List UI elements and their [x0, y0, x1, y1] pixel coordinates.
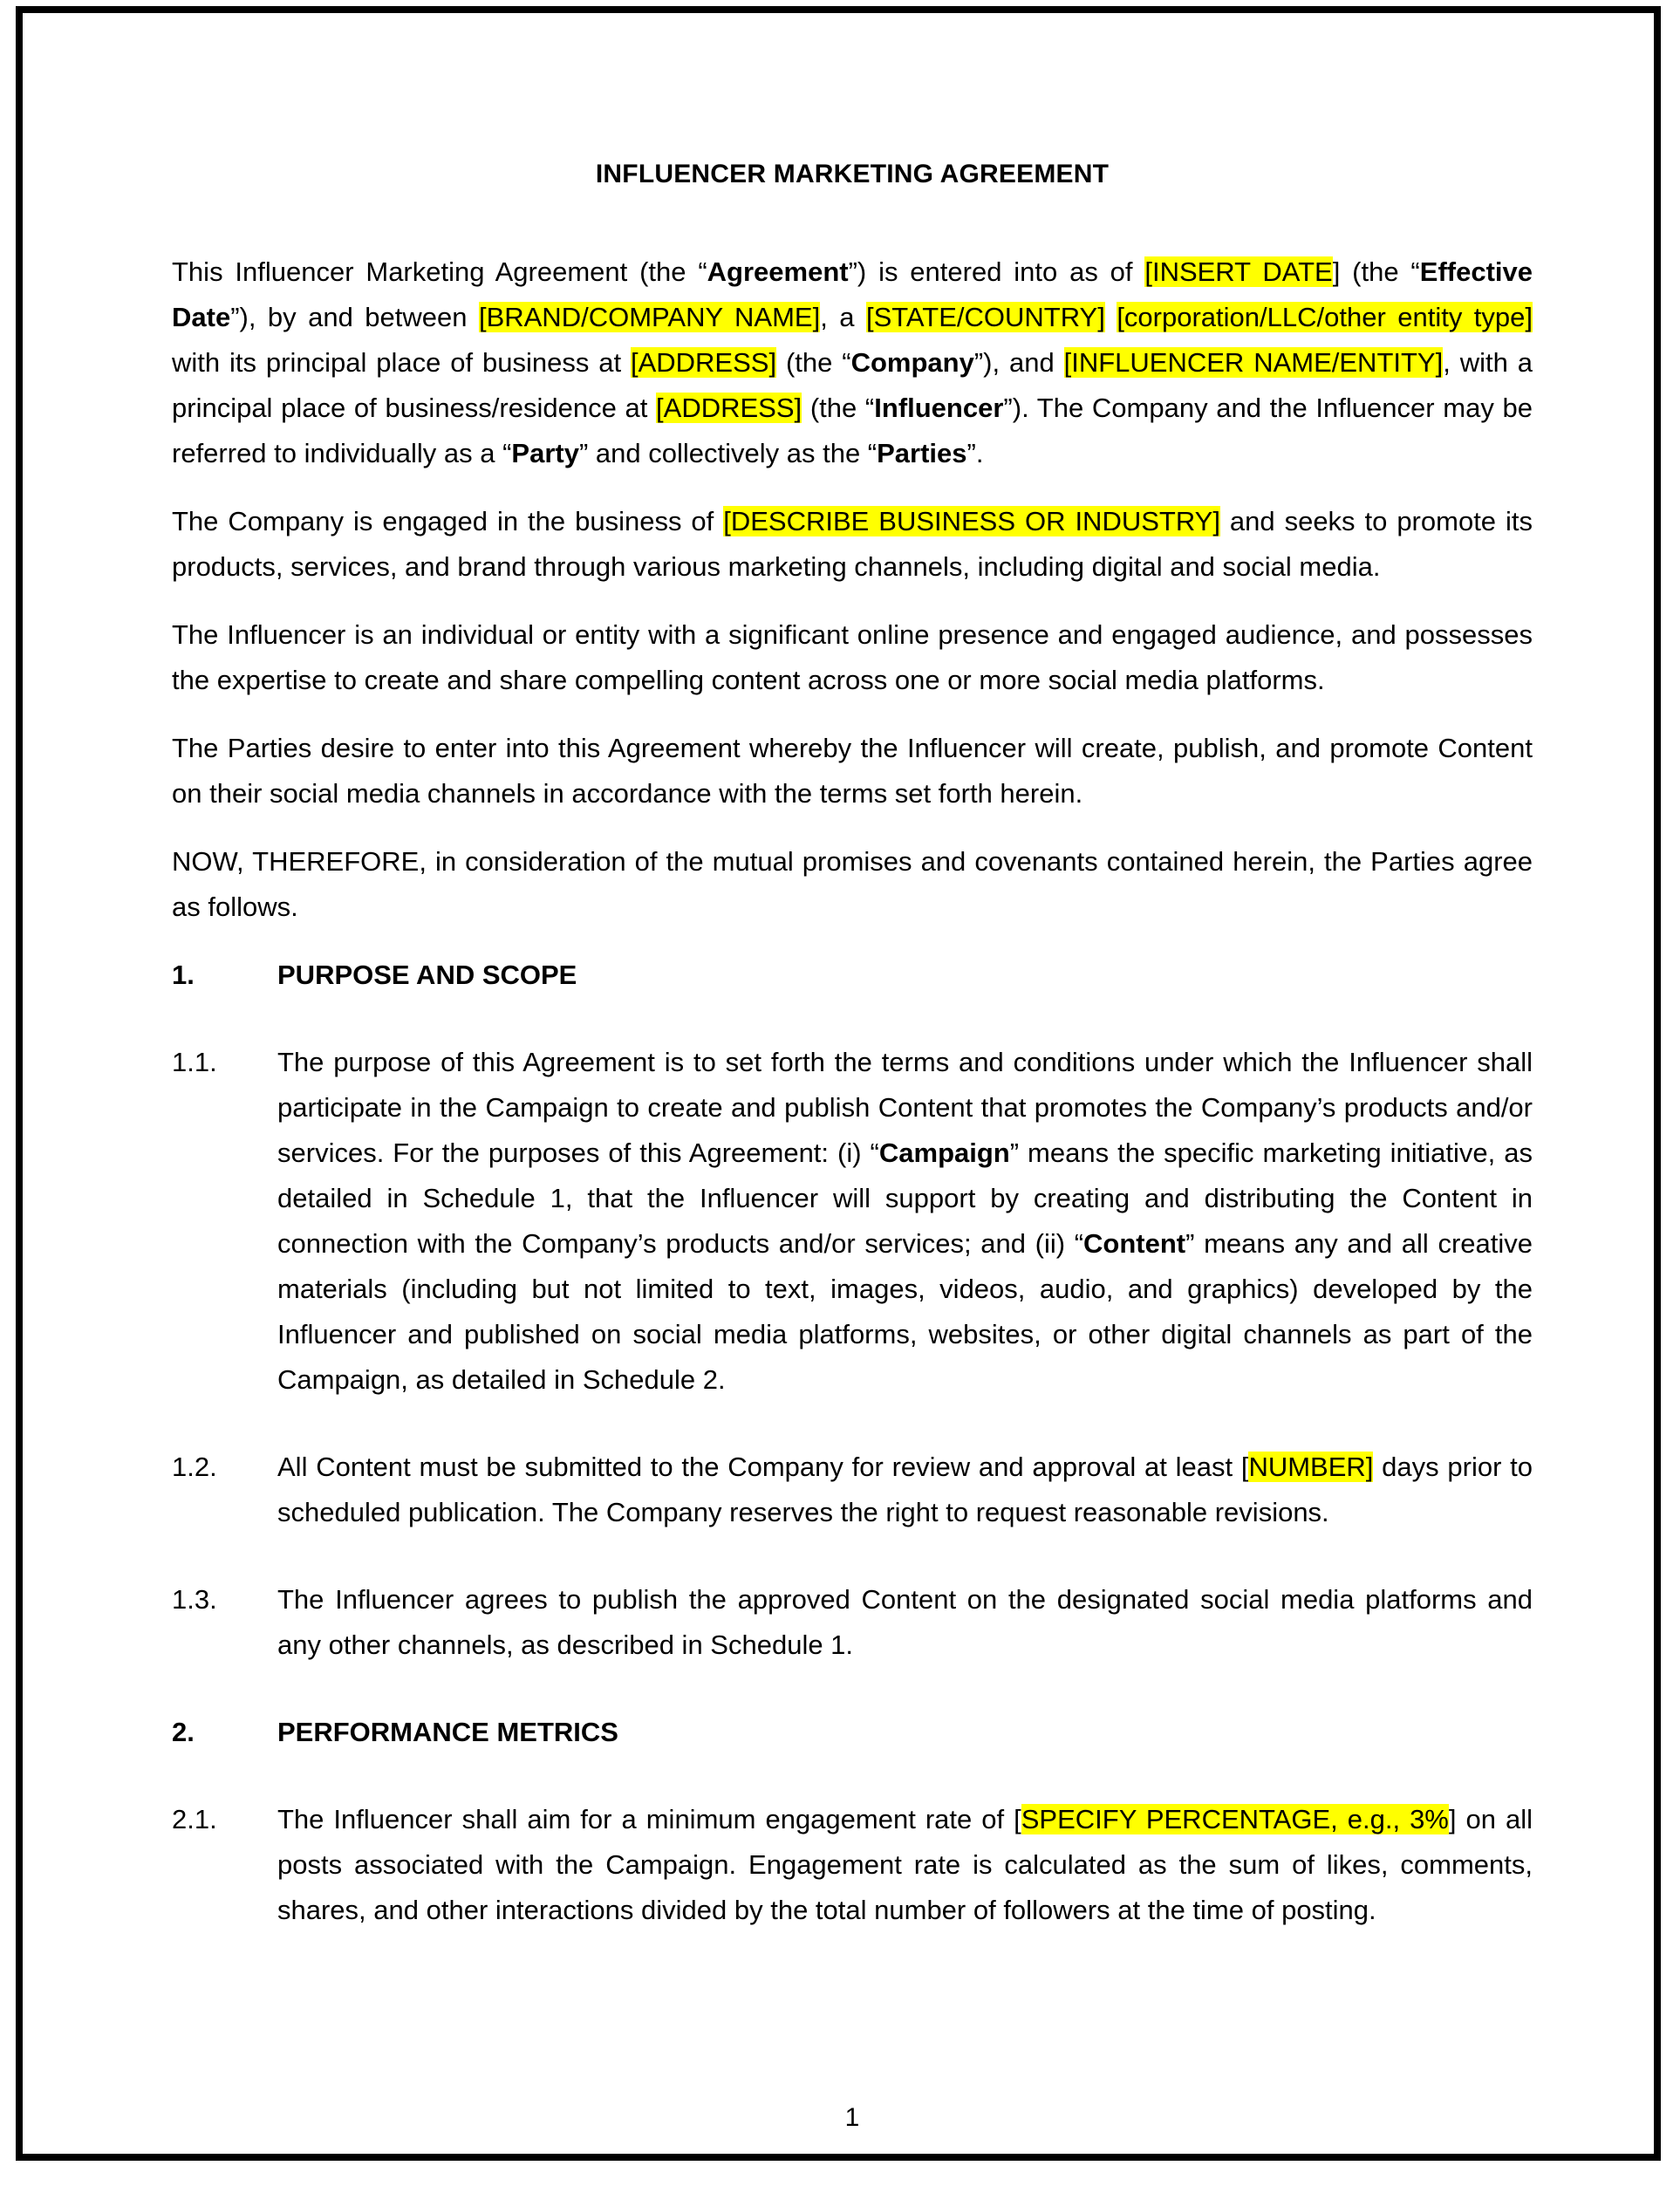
- item-number: 1.1.: [172, 1047, 217, 1077]
- text-run: days prior to scheduled publication. The Company reserves the right to request reasonable revisions.: [277, 1452, 1533, 1527]
- bold-term: Campaign: [878, 1137, 1010, 1168]
- list-item: [172, 1797, 1533, 1933]
- section-heading: [172, 1710, 1533, 1755]
- text-run: ] (the “: [1332, 256, 1420, 287]
- item-text: [277, 1584, 1533, 1660]
- text-run: ” means the specific marketing initiative, as detailed in Schedule 1, that the Influencer will support by creating and distributing the Content in connection with the Company’s products and/or services; and (ii) “: [277, 1137, 1533, 1259]
- intro-paragraph: [172, 612, 1533, 703]
- text-run: (the “: [776, 347, 851, 378]
- text-run: ” and collectively as the “: [578, 438, 878, 468]
- text-run: (the “: [802, 393, 875, 423]
- text-run: ” means any and all creative materials (including but not limited to text, images, videos, audio, and graphics) developed by the Influencer and published on social media platforms, websites, or other digital channels as part of the Campaign, as detailed in Schedule 2.: [277, 1228, 1533, 1395]
- section-heading-text: PURPOSE AND SCOPE: [277, 960, 577, 990]
- list-item: [172, 1577, 1533, 1668]
- text-run: This Influencer Marketing Agreement (the “: [172, 256, 707, 287]
- highlighted-placeholder: [INFLUENCER NAME/ENTITY]: [1063, 347, 1444, 378]
- bold-term: Party: [511, 438, 579, 468]
- highlighted-placeholder: [STATE/COUNTRY]: [865, 302, 1105, 332]
- item-number: 1.2.: [172, 1452, 217, 1482]
- bold-term: Company: [850, 347, 974, 378]
- document-content: [172, 152, 1533, 1975]
- intro-paragraphs: [172, 249, 1533, 930]
- text-run: , a: [820, 302, 866, 332]
- text-run: and seeks to promote its products, services, and brand through various marketing channels, including digital and social media.: [172, 506, 1533, 582]
- intro-paragraph: [172, 839, 1533, 930]
- text-run: The Influencer agrees to publish the approved Content on the designated social media platforms and any other channels, as described in Schedule 1.: [277, 1584, 1533, 1660]
- highlighted-placeholder: [INSERT DATE: [1144, 256, 1333, 287]
- item-number: 1.3.: [172, 1584, 217, 1615]
- highlighted-placeholder: [ADDRESS]: [656, 393, 802, 423]
- highlighted-placeholder: NUMBER]: [1248, 1452, 1374, 1482]
- highlighted-placeholder: [DESCRIBE BUSINESS OR INDUSTRY]: [723, 506, 1220, 536]
- highlighted-placeholder: [BRAND/COMPANY NAME]: [478, 302, 821, 332]
- text-run: The Influencer shall aim for a minimum engagement rate of [: [277, 1804, 1021, 1834]
- text-run: with its principal place of business at: [172, 347, 631, 378]
- text-run: NOW, THEREFORE, in consideration of the mutual promises and covenants contained herein, the Parties agree as follows.: [172, 846, 1533, 922]
- section-number: 1.: [172, 960, 195, 990]
- bold-term: Agreement: [707, 256, 849, 287]
- sections: [172, 953, 1533, 1933]
- intro-paragraph: [172, 499, 1533, 590]
- section-heading-text: PERFORMANCE METRICS: [277, 1717, 618, 1747]
- text-run: The purpose of this Agreement is to set forth the terms and conditions under which the Influencer shall participate in the Campaign to create and publish Content that promotes the Company’s products and/or services. For the purposes of this Agreement: (i) “: [277, 1047, 1533, 1168]
- item-text: [277, 1452, 1533, 1527]
- text-run: ] on all posts associated with the Campaign. Engagement rate is calculated as the sum of likes, comments, shares, and other interactions divided by the total number of followers at the time of posting.: [277, 1804, 1533, 1925]
- text-run: ”.: [966, 438, 984, 468]
- text-run: The Parties desire to enter into this Agreement whereby the Influencer will create, publish, and promote Content on their social media channels in accordance with the terms set forth herein.: [172, 733, 1533, 809]
- intro-paragraph: [172, 726, 1533, 816]
- highlighted-placeholder: [ADDRESS]: [630, 347, 777, 378]
- highlighted-placeholder: [corporation/LLC/other entity type]: [1117, 302, 1533, 332]
- document-title: INFLUENCER MARKETING AGREEMENT: [595, 160, 1110, 188]
- text-run: The Company is engaged in the business of: [172, 506, 724, 536]
- intro-paragraph: [172, 249, 1533, 476]
- text-run: ”), and: [973, 347, 1064, 378]
- text-run: ”), by and between: [230, 302, 479, 332]
- text-run: ”) is entered into as of: [848, 256, 1145, 287]
- section-heading: [172, 953, 1533, 998]
- text-run: , with a principal place of business/residence at: [172, 347, 1533, 423]
- section-number: 2.: [172, 1717, 195, 1747]
- text-run: All Content must be submitted to the Company for review and approval at least [: [277, 1452, 1249, 1482]
- bold-term: Influencer: [874, 393, 1004, 423]
- page-number: 1: [844, 2103, 860, 2132]
- bold-term: Parties: [877, 438, 967, 468]
- bold-term: Effective Date: [172, 256, 1533, 332]
- item-text: [277, 1804, 1533, 1925]
- text-run: ”). The Company and the Influencer may be referred to individually as a “: [172, 393, 1533, 468]
- list-item: [172, 1445, 1533, 1535]
- text-run: The Influencer is an individual or entity with a significant online presence and engaged audience, and possesses the expertise to create and share compelling content across one or more social media platforms.: [172, 619, 1533, 695]
- bold-term: Content: [1083, 1228, 1186, 1259]
- item-number: 2.1.: [172, 1804, 217, 1834]
- highlighted-placeholder: SPECIFY PERCENTAGE, e.g., 3%: [1021, 1804, 1449, 1834]
- item-text: [277, 1047, 1533, 1395]
- list-item: [172, 1040, 1533, 1403]
- text-run: [1105, 302, 1117, 332]
